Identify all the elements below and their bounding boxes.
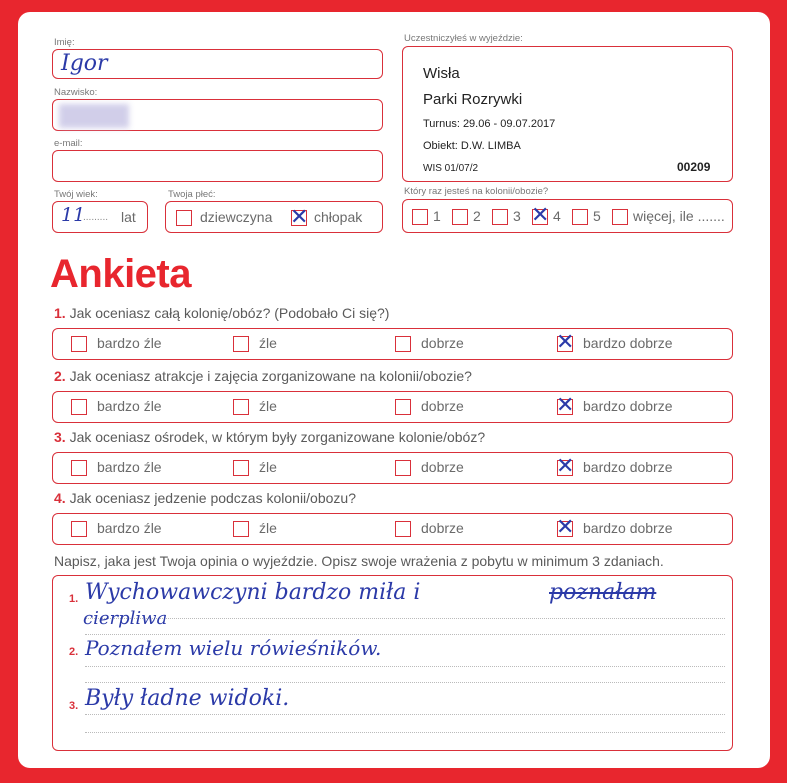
answer-num-2: 2. [69, 646, 79, 658]
answer-struck-1: poznałam [549, 580, 657, 605]
rule-line [85, 714, 725, 715]
question-number: 4. [54, 490, 66, 506]
times-checkbox-2[interactable] [452, 209, 468, 225]
question-1 [54, 305, 389, 321]
rating-checkbox[interactable] [395, 399, 411, 415]
opinion-prompt: Napisz, jaka jest Twoja opinia o wyjeździe. Opisz swoje wrażenia z pobytu w minimum 3 zdaniach. [54, 553, 664, 569]
surname-field[interactable] [52, 99, 383, 131]
gender-label: Twoja płeć: [168, 189, 216, 200]
rating-option-label: bardzo źle [97, 520, 162, 536]
rule-line [85, 618, 725, 619]
age-unit: lat [121, 209, 136, 225]
rating-row-1 [52, 328, 733, 360]
rating-checkbox[interactable] [556, 393, 575, 418]
redacted-surname [59, 104, 129, 128]
trip-location: Wisła [423, 65, 460, 82]
rating-option-label: źle [259, 335, 277, 351]
check-mark-icon: ✕ [556, 330, 575, 355]
rating-option-label: bardzo dobrze [583, 459, 673, 475]
age-value: 11 [61, 204, 86, 226]
answer-num-3: 3. [69, 700, 79, 712]
question-text: Jak oceniasz całą kolonię/obóz? (Podobało Ci się?) [69, 305, 390, 321]
rating-checkbox[interactable] [556, 454, 575, 479]
rating-checkbox[interactable] [71, 336, 87, 352]
check-mark-icon: ✕ [556, 515, 575, 540]
age-field[interactable] [52, 201, 148, 233]
trip-turnus: Turnus: 29.06 - 09.07.2017 [423, 118, 556, 130]
gender-checkbox-boy[interactable] [290, 205, 309, 230]
times-option-1: 1 [433, 208, 441, 224]
rating-option-label: źle [259, 520, 277, 536]
rule-line [85, 732, 725, 733]
answer-text-2: Poznałem wielu rówieśników. [85, 636, 382, 660]
trip-number: 00209 [677, 160, 711, 174]
surname-label: Nazwisko: [54, 87, 98, 98]
times-option-2: 2 [473, 208, 481, 224]
rating-option-label: bardzo źle [97, 459, 162, 475]
gender-option-girl: dziewczyna [200, 209, 273, 225]
times-checkbox-4[interactable] [531, 203, 550, 228]
rating-option-label: dobrze [421, 398, 464, 414]
question-number: 3. [54, 429, 66, 445]
rating-row-2 [52, 391, 733, 423]
question-number: 2. [54, 368, 66, 384]
check-mark-icon: ✕ [290, 205, 309, 230]
times-option-more: więcej, ile ....... [633, 208, 725, 224]
rating-checkbox[interactable] [233, 460, 249, 476]
rating-checkbox[interactable] [556, 515, 575, 540]
email-label: e-mail: [54, 138, 83, 149]
age-label: Twój wiek: [54, 189, 98, 200]
answer-text-3: Były ładne widoki. [85, 686, 290, 711]
question-text: Jak oceniasz ośrodek, w którym były zorganizowane kolonie/obóz? [69, 429, 486, 445]
rule-line [85, 682, 725, 683]
rating-option-label: bardzo źle [97, 398, 162, 414]
gender-option-boy: chłopak [314, 209, 363, 225]
rule-line [85, 666, 725, 667]
email-field[interactable] [52, 150, 383, 182]
rating-option-label: bardzo dobrze [583, 398, 673, 414]
survey-title: Ankieta [50, 252, 191, 296]
trip-theme: Parki Rozrywki [423, 91, 523, 108]
rule-line [85, 634, 725, 635]
answer-extra-1: cierpliwa [83, 608, 168, 629]
name-label: Imię: [54, 37, 75, 48]
trip-obiekt: Obiekt: D.W. LIMBA [423, 140, 521, 152]
rating-option-label: dobrze [421, 459, 464, 475]
rating-checkbox[interactable] [233, 399, 249, 415]
trip-info-box [402, 46, 733, 182]
rating-checkbox[interactable] [233, 521, 249, 537]
check-mark-icon: ✕ [531, 203, 550, 228]
rating-option-label: źle [259, 398, 277, 414]
rating-option-label: dobrze [421, 335, 464, 351]
question-text: Jak oceniasz atrakcje i zajęcia zorganizowane na kolonii/obozie? [69, 368, 472, 384]
check-mark-icon: ✕ [556, 393, 575, 418]
trip-label: Uczestniczyłeś w wyjeździe: [404, 33, 523, 44]
name-value: Igor [61, 51, 108, 76]
check-mark-icon: ✕ [556, 454, 575, 479]
answer-num-1: 1. [69, 593, 79, 605]
rating-option-label: bardzo źle [97, 335, 162, 351]
rating-option-label: bardzo dobrze [583, 520, 673, 536]
times-option-5: 5 [593, 208, 601, 224]
question-2 [54, 368, 472, 384]
times-checkbox-1[interactable] [412, 209, 428, 225]
question-3 [54, 429, 485, 445]
times-option-4: 4 [553, 208, 561, 224]
times-label: Który raz jesteś na kolonii/obozie? [404, 186, 549, 197]
rating-checkbox[interactable] [395, 521, 411, 537]
question-4 [54, 490, 356, 506]
rating-option-label: źle [259, 459, 277, 475]
rating-row-4 [52, 513, 733, 545]
question-text: Jak oceniasz jedzenie podczas kolonii/obozu? [69, 490, 356, 506]
rating-option-label: bardzo dobrze [583, 335, 673, 351]
rating-checkbox[interactable] [556, 330, 575, 355]
times-field [402, 199, 733, 233]
rating-checkbox[interactable] [395, 460, 411, 476]
question-number: 1. [54, 305, 66, 321]
answer-text-1: Wychowawczyni bardzo miła i [85, 580, 421, 605]
rating-checkbox[interactable] [71, 399, 87, 415]
rating-checkbox[interactable] [233, 336, 249, 352]
times-option-3: 3 [513, 208, 521, 224]
trip-code: WIS 01/07/2 [423, 163, 479, 174]
rating-row-3 [52, 452, 733, 484]
rating-checkbox[interactable] [71, 460, 87, 476]
age-dots: ......... [83, 212, 109, 223]
opinion-box[interactable] [52, 575, 733, 751]
times-checkbox-5[interactable] [572, 209, 588, 225]
times-checkbox-3[interactable] [492, 209, 508, 225]
name-field[interactable] [52, 49, 383, 79]
rating-checkbox[interactable] [395, 336, 411, 352]
times-checkbox-more[interactable] [612, 209, 628, 225]
gender-field [165, 201, 383, 233]
rating-checkbox[interactable] [71, 521, 87, 537]
rating-option-label: dobrze [421, 520, 464, 536]
gender-checkbox-girl[interactable] [176, 210, 192, 226]
